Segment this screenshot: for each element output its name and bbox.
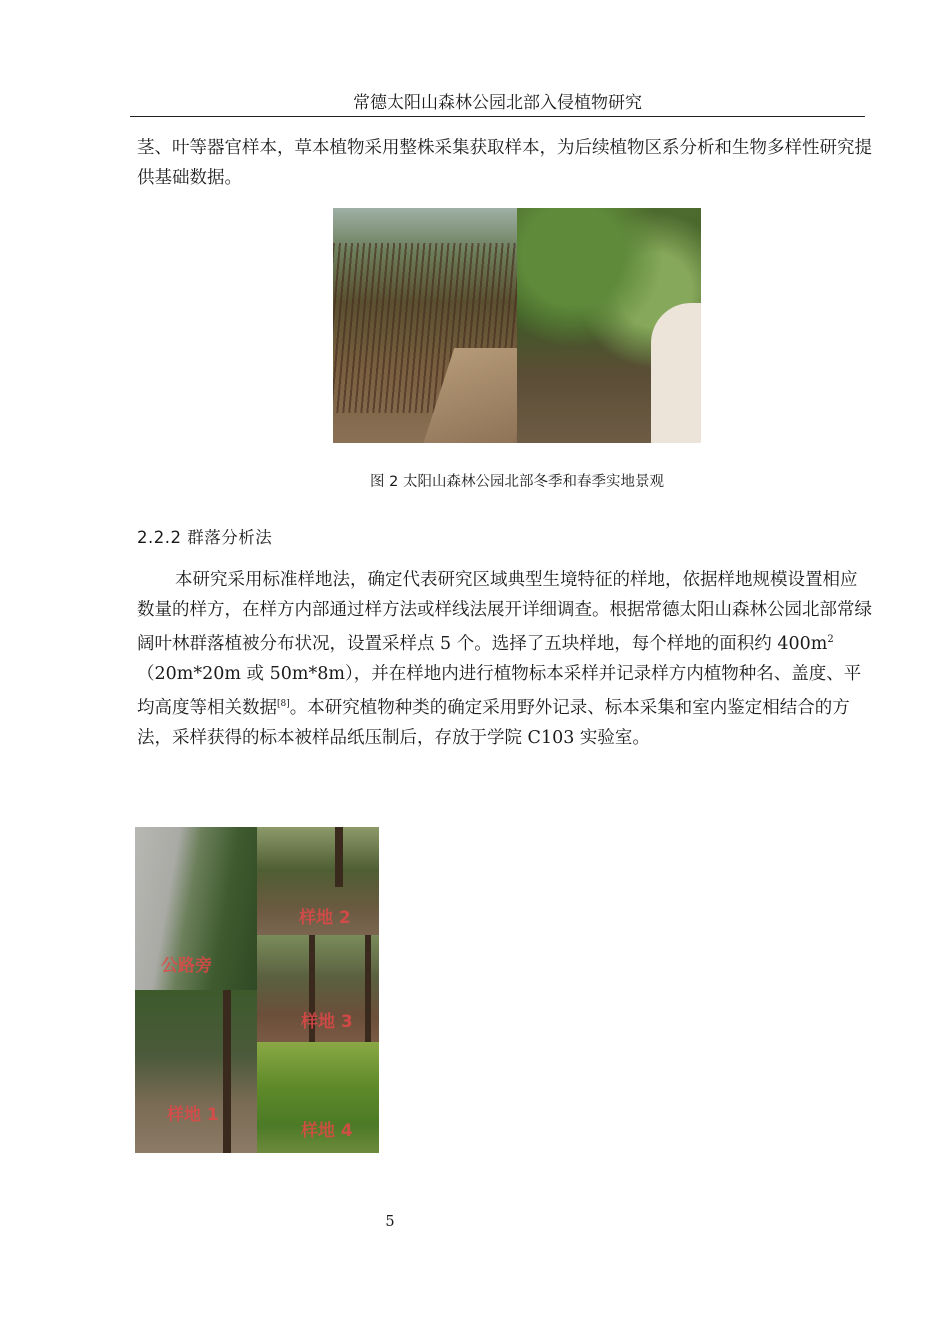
site-4-photo xyxy=(257,1042,379,1153)
area-exponent: 2 xyxy=(827,634,834,645)
paragraph-sampling: 茎、叶等器官样本，草本植物采用整株采集获取样本，为后续植物区系分析和生物多样性研究提供基础数据。 xyxy=(137,138,872,188)
header-rule xyxy=(130,116,865,117)
roadside-photo xyxy=(135,827,257,990)
section-heading-community-analysis: 2.2.2 群落分析法 xyxy=(137,528,273,547)
page-number: 5 xyxy=(385,1214,395,1230)
paragraph-text-a: 本研究采用标准样地法，确定代表研究区域典型生境特征的样地，依据样地规模设置相应数量的样方，在样方内部通过样方法或样线法展开详细调查。根据常德太阳山森林公园北部常绿阔叶林群落植被分布状况，设置采样点 5 个。选择了五块样地，每个样地的面积约 400m xyxy=(137,570,872,654)
paragraph-text-c: 。本研究植物种类的确定采用野外记录、标本采集和室内鉴定相结合的方法，采样获得的标本被样品纸压制后，存放于学院 C103 实验室。 xyxy=(137,697,850,748)
site-2-label: 样地 2 xyxy=(299,908,351,928)
roadside-label: 公路旁 xyxy=(161,956,212,976)
site-3-photo xyxy=(257,935,379,1042)
site-2-photo xyxy=(257,827,379,935)
site-3-label: 样地 3 xyxy=(301,1012,353,1032)
running-header: 常德太阳山森林公园北部入侵植物研究 xyxy=(353,93,642,113)
citation-ref: [8] xyxy=(277,698,290,709)
figure-2-caption: 图 2 太阳山森林公园北部冬季和春季实地景观 xyxy=(370,474,664,490)
winter-landscape-photo xyxy=(333,208,517,443)
paragraph-community-method xyxy=(137,565,872,753)
spring-landscape-photo xyxy=(517,208,701,443)
site-1-photo xyxy=(135,990,257,1153)
site-4-label: 样地 4 xyxy=(301,1121,353,1141)
site-1-label: 样地 1 xyxy=(167,1105,219,1125)
paragraph-text-b: （20m*20m 或 50m*8m），并在样地内进行植物标本采样并记录样方内植物种名、盖度、平均高度等相关数据 xyxy=(137,663,862,718)
